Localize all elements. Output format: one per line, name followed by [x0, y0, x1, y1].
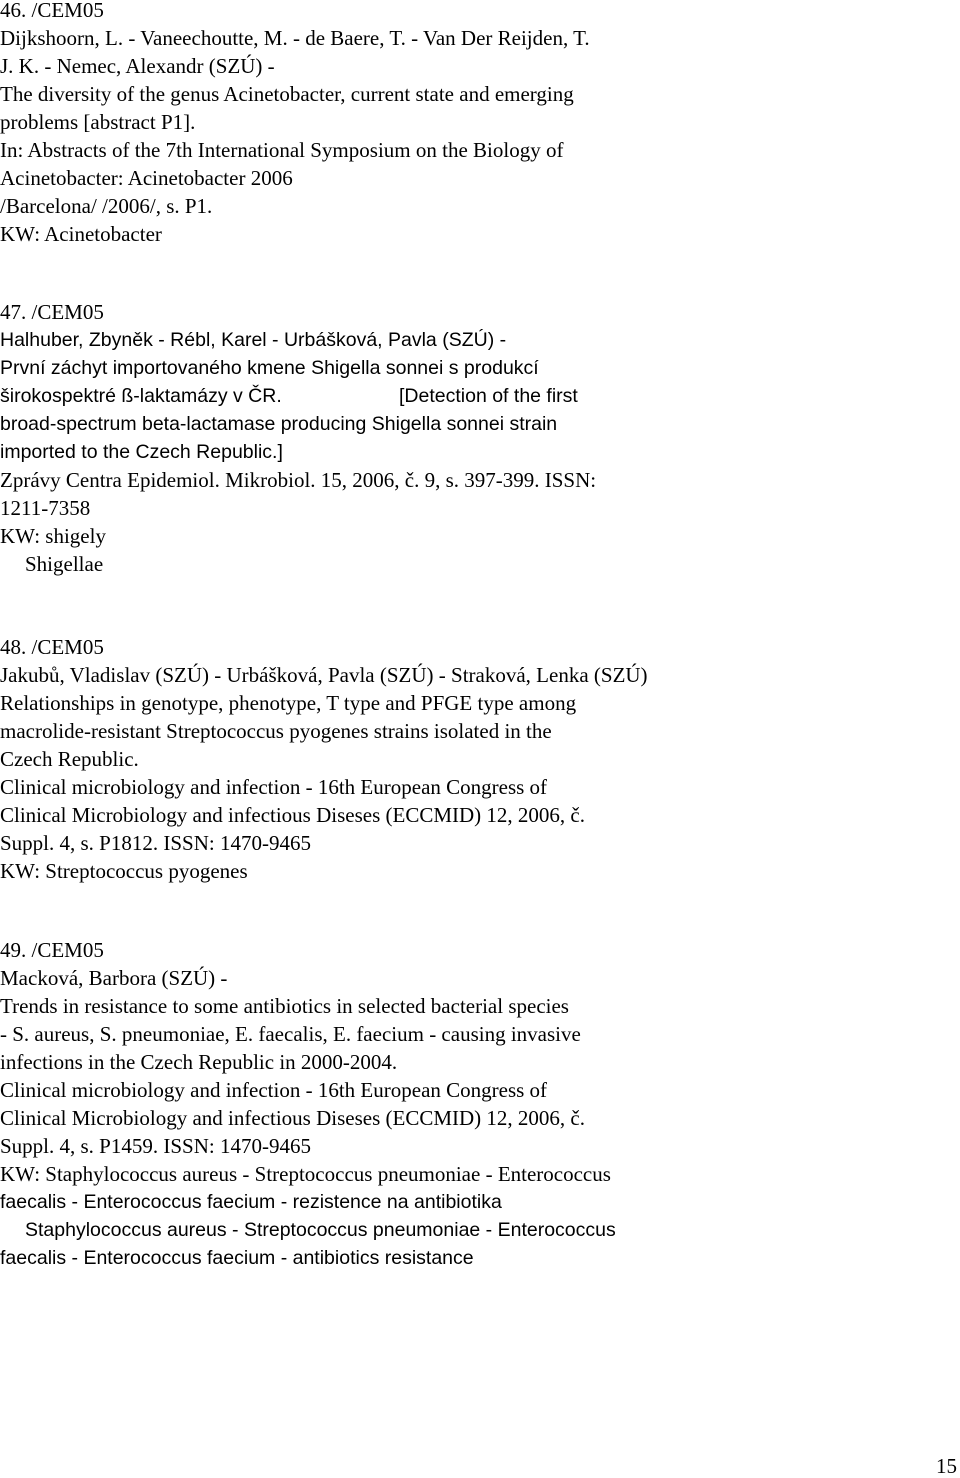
entry-keywords-continued: faecalis - Enterococcus faecium - rezistence na antibiotika	[0, 1191, 502, 1213]
entry-source-place: /Barcelona/ /2006/, s. P1.	[0, 194, 213, 218]
entry-keywords: KW: shigely	[0, 524, 106, 548]
entry-title-continued: problems [abstract P1].	[0, 110, 196, 134]
entry-authors-continued: J. K. - Nemec, Alexandr (SZÚ) -	[0, 54, 275, 78]
entry-title-english-continued: broad-spectrum beta-lactamase producing Shigella sonnei strain	[0, 413, 558, 435]
entry-number: 47. /CEM05	[0, 300, 104, 324]
entry-source-continued: Acinetobacter: Acinetobacter 2006	[0, 166, 293, 190]
entry-issn: Suppl. 4, s. P1812. ISSN: 1470-9465	[0, 831, 311, 855]
page-number: 15	[936, 1454, 957, 1478]
entry-keywords: KW: Staphylococcus aureus - Streptococcus pneumoniae - Enterococcus	[0, 1162, 611, 1186]
entry-source: In: Abstracts of the 7th International Symposium on the Biology of	[0, 138, 564, 162]
entry-title-czech: První záchyt importovaného kmene Shigella sonnei s produkcí	[0, 357, 539, 379]
entry-title-continued: - S. aureus, S. pneumoniae, E. faecalis, E. faecium - causing invasive	[0, 1022, 581, 1046]
entry-title-end: infections in the Czech Republic in 2000-2004.	[0, 1050, 398, 1074]
entry-source: Clinical microbiology and infection - 16th European Congress of	[0, 1078, 548, 1102]
entry-keywords: KW: Streptococcus pyogenes	[0, 859, 248, 883]
entry-source-continued: Clinical Microbiology and infectious Diseses (ECCMID) 12, 2006, č.	[0, 1106, 585, 1130]
entry-authors: Halhuber, Zbyněk - Rébl, Karel - Urbášková, Pavla (SZÚ) -	[0, 329, 507, 351]
entry-title-english-end: imported to the Czech Republic.]	[0, 441, 283, 463]
entry-title: The diversity of the genus Acinetobacter, current state and emerging	[0, 82, 574, 106]
entry-title-continued: macrolide-resistant Streptococcus pyogenes strains isolated in the	[0, 719, 552, 743]
entry-issn: Suppl. 4, s. P1459. ISSN: 1470-9465	[0, 1134, 311, 1158]
entry-keywords-english-continued: faecalis - Enterococcus faecium - antibiotics resistance	[0, 1247, 474, 1269]
entry-source: Clinical microbiology and infection - 16th European Congress of	[0, 775, 548, 799]
entry-number: 48. /CEM05	[0, 635, 104, 659]
entry-issn: 1211-7358	[0, 496, 91, 520]
entry-title-czech-continued: širokospektré ß-laktamázy v ČR.	[0, 385, 282, 407]
entry-authors: Dijkshoorn, L. - Vaneechoutte, M. - de Baere, T. - Van Der Reijden, T.	[0, 26, 590, 50]
entry-title-english: [Detection of the first	[399, 385, 578, 407]
entry-title: Relationships in genotype, phenotype, T type and PFGE type among	[0, 691, 577, 715]
entry-authors: Jakubů, Vladislav (SZÚ) - Urbášková, Pavla (SZÚ) - Straková, Lenka (SZÚ)	[0, 663, 648, 687]
entry-keywords-english: Staphylococcus aureus - Streptococcus pneumoniae - Enterococcus	[25, 1219, 616, 1241]
entry-title-end: Czech Republic.	[0, 747, 139, 771]
entry-keywords-english: Shigellae	[25, 552, 104, 576]
entry-number: 49. /CEM05	[0, 938, 104, 962]
entry-title: Trends in resistance to some antibiotics in selected bacterial species	[0, 994, 569, 1018]
entry-source: Zprávy Centra Epidemiol. Mikrobiol. 15, 2006, č. 9, s. 397-399. ISSN:	[0, 468, 597, 492]
entry-number: 46. /CEM05	[0, 0, 104, 22]
entry-authors: Macková, Barbora (SZÚ) -	[0, 966, 228, 990]
entry-source-continued: Clinical Microbiology and infectious Diseses (ECCMID) 12, 2006, č.	[0, 803, 585, 827]
entry-keywords: KW: Acinetobacter	[0, 222, 162, 246]
